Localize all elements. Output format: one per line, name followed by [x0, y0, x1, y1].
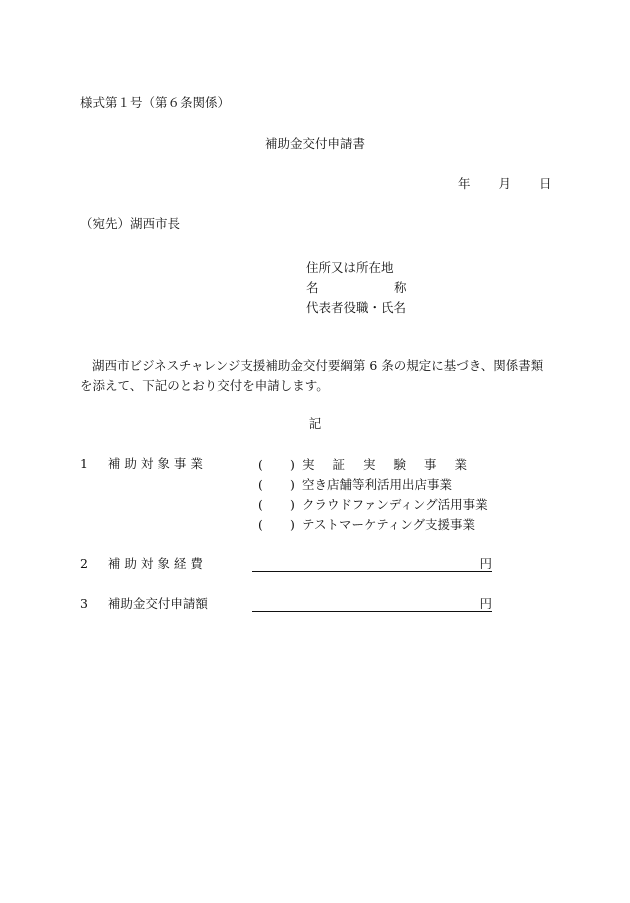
item-label: 補助対象経費 — [107, 556, 207, 571]
option-paren-close: ) — [290, 497, 295, 512]
applicant-name-label-left: 名 — [306, 280, 319, 295]
applicant-name-label-right: 称 — [394, 280, 407, 295]
ki-heading: 記 — [308, 416, 322, 431]
option-label: テストマーケティング支援事業 — [302, 517, 476, 532]
option-row[interactable] — [258, 475, 488, 495]
addressee: （宛先）湖西市長 — [80, 216, 181, 231]
option-label: 空き店舗等利活用出店事業 — [302, 477, 453, 492]
date-year: 年 — [458, 176, 471, 191]
item-number: 1 — [80, 456, 88, 471]
option-row[interactable] — [258, 515, 488, 535]
application-statement: 湖西市ビジネスチャレンジ支援補助金交付要綱第 6 条の規定に基づき、関係書類を添えて、下記のとおり交付を申請します。 — [80, 358, 544, 393]
item-label: 補助金交付申請額 — [107, 596, 208, 611]
date-month: 月 — [498, 176, 512, 191]
applicant-name-row — [306, 278, 416, 298]
item-requested-amount — [80, 598, 208, 611]
expenses-amount-field[interactable] — [252, 557, 492, 572]
item-subsidy-project — [80, 458, 207, 471]
document-title: 補助金交付申請書 — [264, 136, 365, 151]
applicant-address-label: 住所又は所在地 — [306, 260, 394, 275]
item-label: 補助対象事業 — [107, 456, 207, 471]
applicant-representative-label: 代表者役職・氏名 — [306, 300, 407, 315]
project-options — [258, 455, 488, 535]
option-label: クラウドファンディング活用事業 — [302, 497, 488, 512]
option-paren-open: ( — [258, 497, 263, 512]
option-paren-close: ) — [290, 457, 295, 472]
option-row[interactable] — [258, 455, 488, 475]
yen-unit: 円 — [479, 556, 492, 571]
item-number: 3 — [80, 596, 88, 611]
date-line — [458, 178, 552, 191]
option-label: 実証実験事業 — [302, 457, 486, 472]
option-paren-close: ) — [290, 477, 295, 492]
option-paren-close: ) — [290, 517, 295, 532]
item-subsidy-expenses — [80, 558, 207, 571]
form-number: 様式第１号（第６条関係） — [80, 95, 231, 110]
item-number: 2 — [80, 556, 88, 571]
option-paren-open: ( — [258, 517, 263, 532]
option-paren-open: ( — [258, 477, 263, 492]
requested-amount-field[interactable] — [252, 597, 492, 612]
date-day: 日 — [539, 176, 552, 191]
option-paren-open: ( — [258, 457, 263, 472]
option-row[interactable] — [258, 495, 488, 515]
yen-unit: 円 — [479, 596, 492, 611]
applicant-block — [306, 258, 416, 318]
